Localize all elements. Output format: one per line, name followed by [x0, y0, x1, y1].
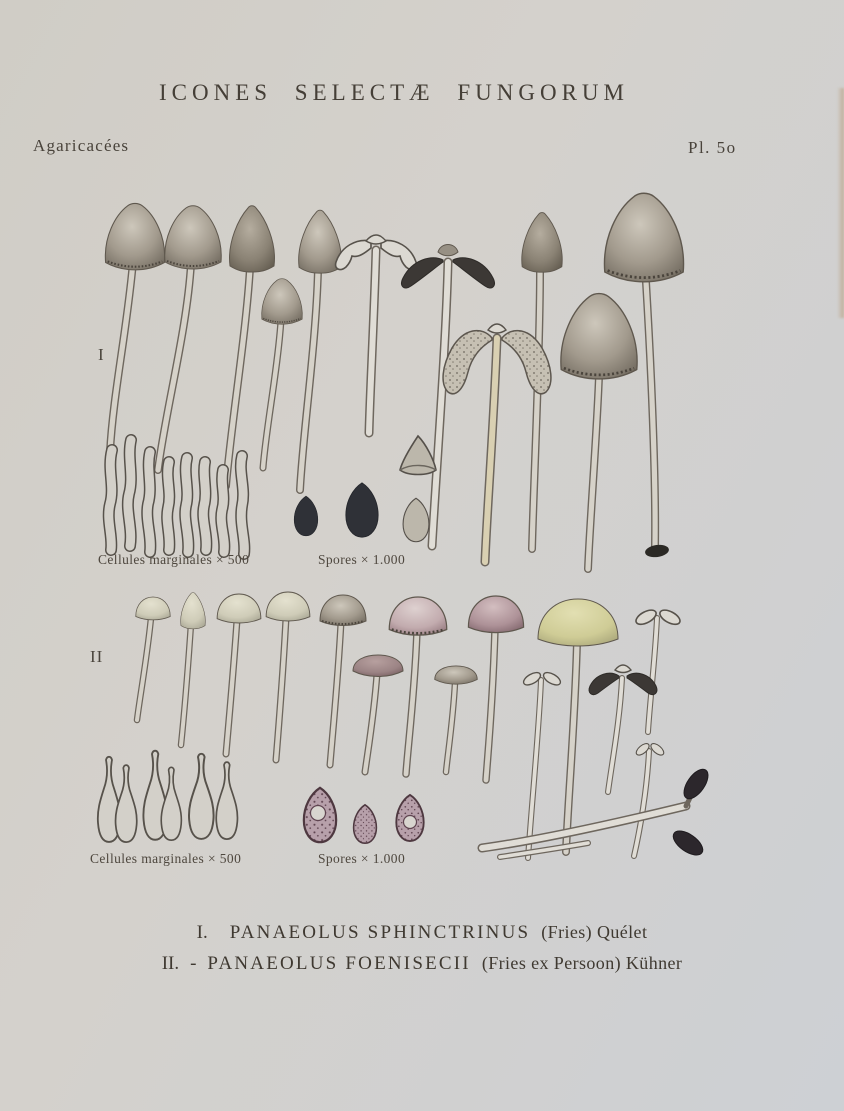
legend-1-numeral: I.	[196, 922, 208, 943]
legend-1-species: PANAEOLUS SPHINCTRINUS	[229, 922, 531, 943]
family-label: Agaricacées	[33, 136, 130, 155]
legend-2-authority: (Fries ex Persoon) Kühner	[481, 953, 683, 973]
figure-1-numeral: I	[98, 345, 105, 364]
legend-line-2	[162, 953, 683, 975]
figure-1-spores-caption: Spores × 1.000	[318, 552, 406, 567]
spores-figure-2	[304, 788, 424, 843]
mushroom-section-anchor	[336, 235, 417, 433]
marginal-cells-figure-2	[98, 751, 238, 842]
spores-figure-1	[294, 436, 436, 542]
page-edge-shadow	[837, 88, 844, 318]
legend-1-authority: (Fries) Quélet	[541, 922, 648, 942]
figure-2-cells-caption: Cellules marginales × 500	[90, 851, 242, 866]
legend-2-separator: -	[190, 953, 197, 974]
page-title: ICONES SELECTÆ FUNGORUM	[159, 80, 629, 105]
legend-line-1	[197, 922, 648, 944]
plate-number: Pl. 5o	[688, 138, 737, 157]
figure-2-illustration	[98, 592, 713, 860]
plate-legend	[0, 922, 844, 975]
legend-2-numeral: II.	[161, 953, 180, 974]
lying-mushroom	[482, 765, 713, 860]
small-section-mushrooms	[522, 607, 683, 858]
figure-2-spores-caption: Spores × 1.000	[318, 851, 406, 866]
figure-1-illustration	[105, 193, 683, 569]
marginal-cells-figure-1	[109, 440, 245, 554]
figure-1-cells-caption: Cellules marginales × 500	[98, 552, 250, 567]
figure-2-numeral: II	[90, 647, 104, 666]
legend-2-species: PANAEOLUS FOENISECII	[207, 953, 471, 974]
